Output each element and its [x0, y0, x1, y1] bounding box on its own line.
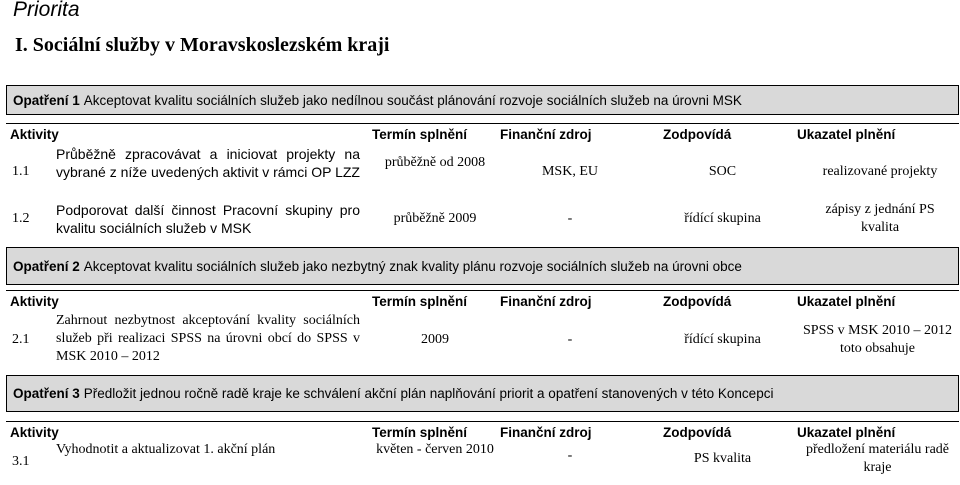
row-termin: 2009	[421, 332, 449, 347]
row-activity: Zahrnout nezbytnost akceptování kvality sociálních služeb při realizaci SPSS na úrovni obcí do SPSS v MSK 2010 – 2012	[56, 313, 360, 364]
opatreni-2-box	[6, 247, 959, 285]
header-financni: Finanční zdroj	[500, 294, 592, 309]
header-zodpovida: Zodpovídá	[663, 425, 732, 440]
row-zodpovida: SOC	[708, 164, 737, 179]
header-aktivity: Aktivity	[10, 127, 59, 142]
row-number: 1.2	[12, 211, 30, 226]
row-activity: Podporovat další činnost Pracovní skupiny pro kvalitu sociálních služeb v MSK	[56, 202, 360, 236]
table-header-2	[6, 290, 959, 312]
row-ukazatel: SPSS v MSK 2010 – 2012 toto obsahuje	[803, 323, 952, 356]
header-ukazatel: Ukazatel plnění	[797, 127, 896, 142]
row-financni: -	[567, 332, 573, 347]
header-aktivity: Aktivity	[10, 294, 59, 309]
opatreni-text: Akceptovat kvalitu sociálních služeb jako nezbytný znak kvality plánu rozvoje sociálních služeb na úrovni obce	[83, 258, 742, 274]
header-ukazatel: Ukazatel plnění	[797, 425, 896, 440]
header-termin: Termín splnění	[372, 294, 468, 309]
opatreni-3-box	[6, 375, 959, 412]
opatreni-label: Opatření 3	[13, 386, 80, 401]
row-termin: průběžně od 2008	[384, 155, 486, 170]
header-termin: Termín splnění	[372, 127, 468, 142]
table-header-1	[6, 123, 959, 145]
row-number: 3.1	[12, 454, 30, 469]
opatreni-label: Opatření 2	[13, 258, 80, 274]
row-ukazatel: předložení materiálu radě kraje	[805, 442, 950, 475]
header-financni: Finanční zdroj	[500, 127, 592, 142]
row-termin: květen - červen 2010	[376, 442, 494, 457]
row-ukazatel: zápisy z jednání PS kvalita	[825, 202, 935, 235]
table-header-3	[6, 421, 959, 443]
row-financni: MSK, EU	[541, 164, 598, 179]
header-termin: Termín splnění	[372, 425, 468, 440]
row-termin: průběžně 2009	[393, 211, 477, 226]
row-number: 1.1	[12, 164, 30, 179]
row-financni: -	[567, 211, 573, 226]
priorita-heading: Priorita	[13, 0, 80, 21]
opatreni-text: Předložit jednou ročně radě kraje ke schválení akční plán naplňování priorit a opatření stanovených v této Koncepci	[83, 386, 774, 401]
header-ukazatel: Ukazatel plnění	[797, 294, 896, 309]
row-activity: Průběžně zpracovávat a iniciovat projekty na vybrané z níže uvedených aktivit v rámci OP LZZ	[56, 146, 360, 180]
opatreni-text: Akceptovat kvalitu sociálních služeb jako nedílnou součást plánování rozvoje sociálních služeb na úrovni MSK	[83, 92, 742, 108]
row-financni: -	[567, 448, 573, 463]
header-zodpovida: Zodpovídá	[663, 294, 732, 309]
header-aktivity: Aktivity	[10, 425, 59, 440]
row-zodpovida: řídící skupina	[684, 332, 761, 347]
row-ukazatel: realizované projekty	[822, 164, 938, 179]
opatreni-1-box	[6, 85, 959, 115]
header-zodpovida: Zodpovídá	[663, 127, 732, 142]
header-financni: Finanční zdroj	[500, 425, 592, 440]
opatreni-label: Opatření 1	[13, 92, 80, 108]
row-number: 2.1	[12, 332, 30, 347]
row-zodpovida: PS kvalita	[693, 451, 752, 466]
page-title: I. Sociální služby v Moravskoslezském kraji	[15, 34, 390, 56]
row-activity: Vyhodnotit a aktualizovat 1. akční plán	[56, 442, 276, 457]
row-zodpovida: řídící skupina	[684, 211, 761, 226]
